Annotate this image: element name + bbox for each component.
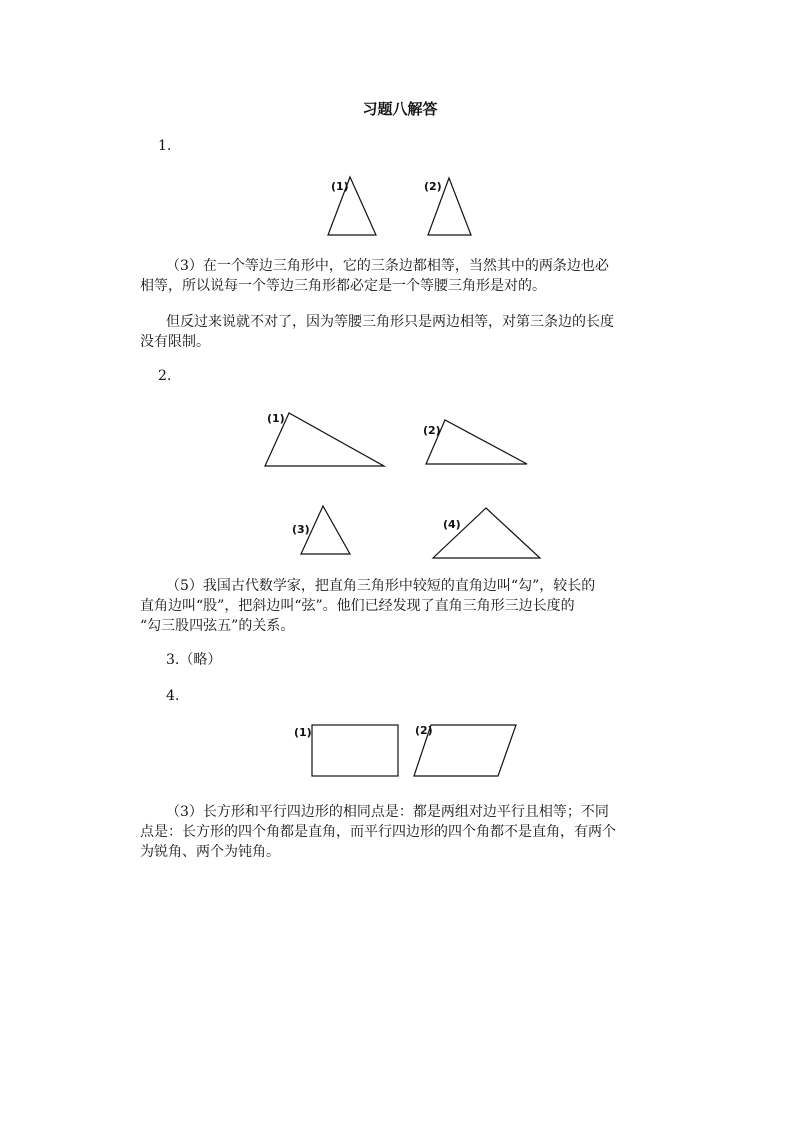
question-2-number: 2. bbox=[158, 368, 172, 384]
q1-paragraph-1-line-2: 相等，所以说每一个等边三角形都必定是一个等腰三角形是对的。 bbox=[140, 278, 546, 294]
q1-isosceles-triangle bbox=[428, 178, 471, 235]
q2-figure-3-label: (3) bbox=[292, 523, 310, 536]
q4-figure-1-label: (1) bbox=[294, 726, 312, 739]
q2-figure-2-label: (2) bbox=[423, 424, 441, 437]
q2-figure-4-label: (4) bbox=[443, 518, 461, 531]
q2-triangle-2 bbox=[426, 420, 527, 464]
q2-figure-1-label: (1) bbox=[267, 412, 285, 425]
q4-paragraph-line-3: 为锐角、两个为钝角。 bbox=[140, 844, 280, 860]
page-title: 习题八解答 bbox=[362, 100, 438, 118]
question-4-number: 4. bbox=[166, 688, 180, 704]
q4-paragraph-line-1: （3）长方形和平行四边形的相同点是：都是两组对边平行且相等；不同 bbox=[166, 804, 609, 820]
question-3-text: 3.（略） bbox=[166, 652, 222, 668]
q1-equilateral-triangle bbox=[328, 177, 376, 235]
q1-figure-2-label: (2) bbox=[424, 180, 442, 193]
q2-paragraph-line-2: 直角边叫“股”，把斜边叫“弦”。他们已经发现了直角三角形三边长度的 bbox=[140, 598, 575, 614]
q1-paragraph-1-line-1: （3）在一个等边三角形中，它的三条边都相等，当然其中的两条边也必 bbox=[166, 258, 609, 274]
q1-paragraph-2-line-2: 没有限制。 bbox=[140, 334, 210, 350]
q2-paragraph-line-3: “勾三股四弦五”的关系。 bbox=[140, 618, 295, 634]
q1-paragraph-2-line-1: 但反过来说就不对了，因为等腰三角形只是两边相等，对第三条边的长度 bbox=[166, 314, 614, 330]
q4-paragraph-line-2: 点是：长方形的四个角都是直角，而平行四边形的四个角都不是直角，有两个 bbox=[140, 824, 616, 840]
q2-triangle-4 bbox=[433, 508, 540, 558]
question-1-number: 1. bbox=[158, 138, 172, 154]
q1-figure-1-label: (1) bbox=[331, 180, 349, 193]
q2-paragraph-line-1: （5）我国古代数学家，把直角三角形中较短的直角边叫“勾”，较长的 bbox=[166, 578, 596, 594]
q4-rectangle bbox=[312, 725, 398, 776]
q4-figure-2-label: (2) bbox=[415, 724, 433, 737]
